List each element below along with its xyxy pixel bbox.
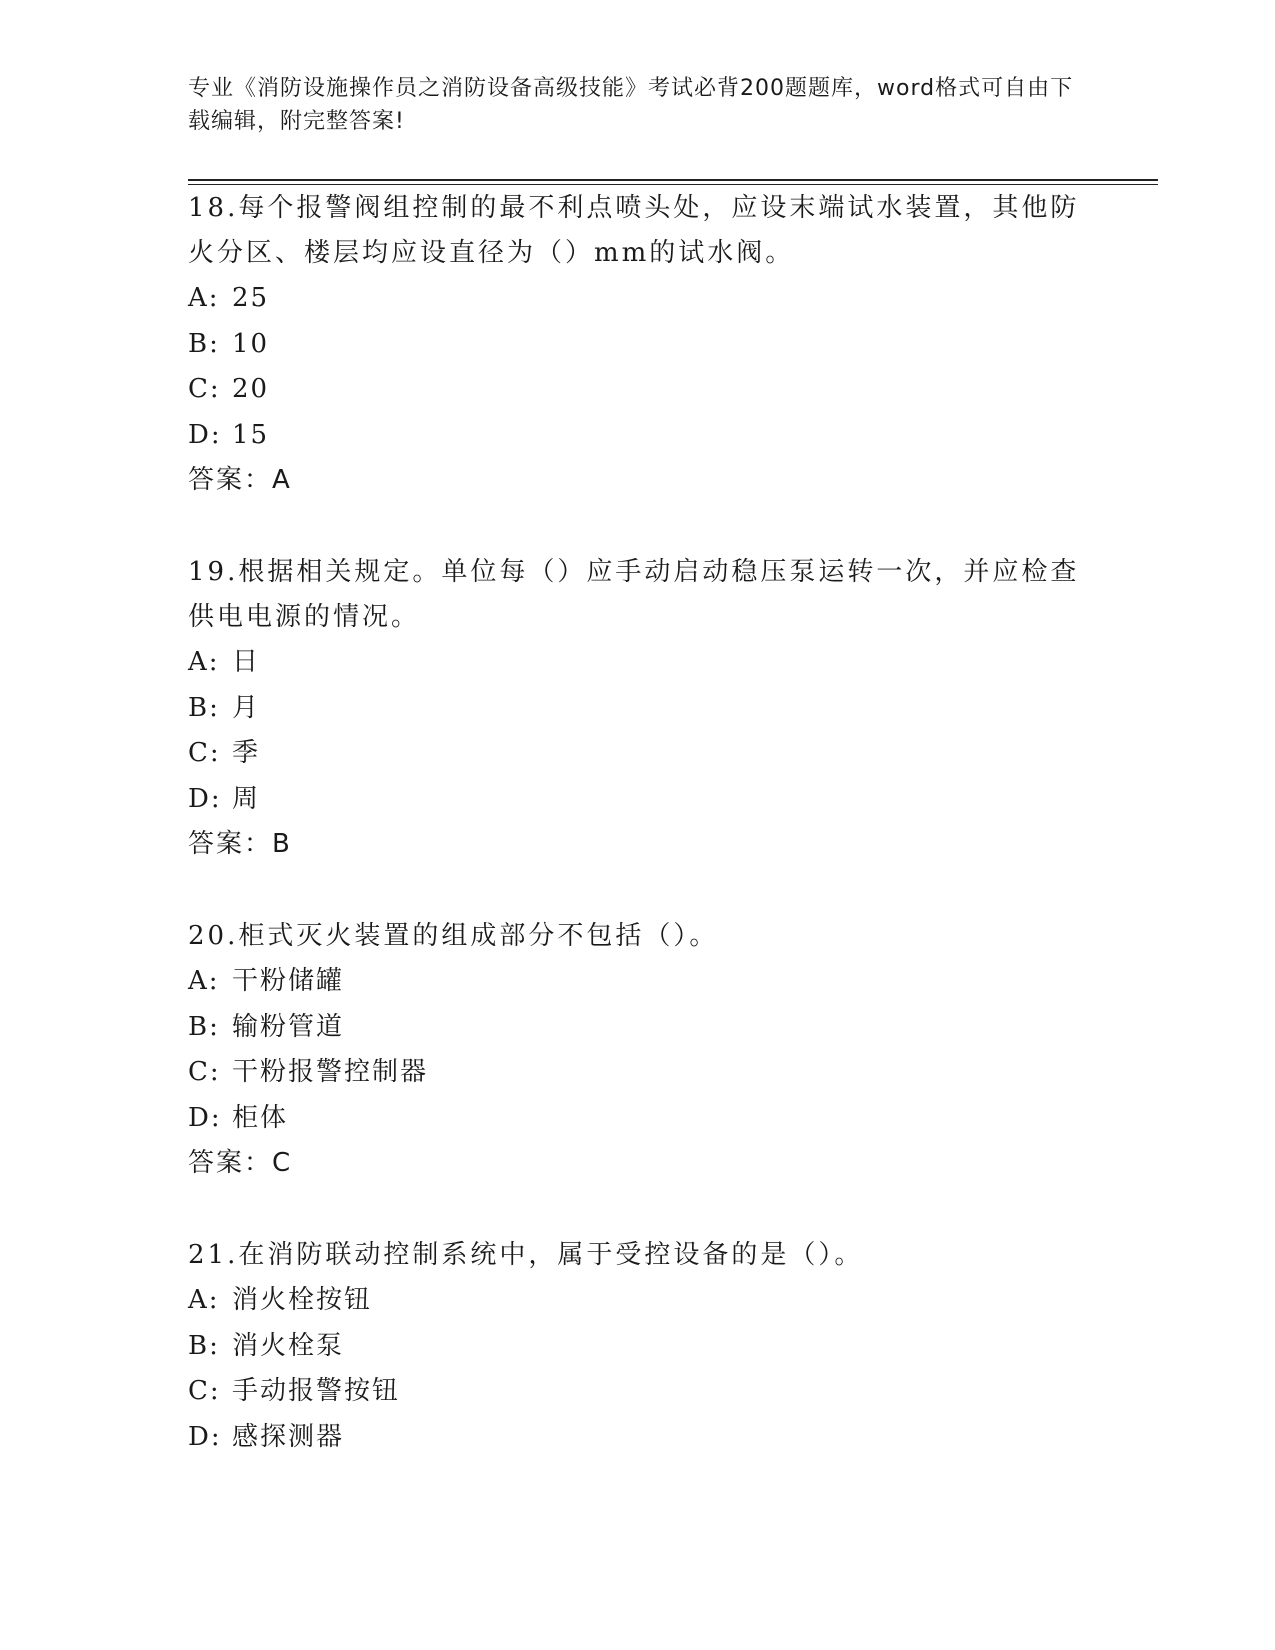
option-key: B:: [188, 1011, 220, 1042]
option-text: 消火栓泵: [232, 1330, 345, 1361]
option-text: 20: [232, 374, 270, 404]
answer: 答案：A: [188, 465, 292, 495]
question-stem: 18.每个报警阀组控制的最不利点喷头处，应设末端试水装置，其他防火分区、楼层均应设直径为（）mm的试水阀。: [188, 193, 1080, 268]
option-text: 月: [232, 692, 261, 723]
option-a: [188, 640, 1088, 686]
option-text: 25: [232, 283, 270, 313]
header-divider-thin: [188, 184, 1158, 185]
option-key: B:: [188, 1330, 220, 1361]
document-header: 专业《消防设施操作员之消防设备高级技能》考试必背200题题库，word格式可自由下载编辑，附完整答案!: [188, 76, 1074, 134]
header-divider-thick: [188, 179, 1158, 181]
option-d: [188, 1415, 1088, 1461]
question-20: [188, 914, 1088, 1186]
option-key: D:: [188, 419, 222, 450]
option-d: [188, 1096, 1088, 1142]
option-a: [188, 1278, 1088, 1324]
option-key: B:: [188, 692, 220, 723]
option-key: C:: [188, 374, 221, 404]
option-text: 干粉储罐: [232, 966, 345, 996]
option-key: D:: [188, 1421, 222, 1452]
option-c: [188, 731, 1088, 777]
option-a: [188, 959, 1088, 1005]
option-text: 日: [232, 647, 261, 677]
option-key: A:: [188, 1285, 220, 1315]
question-stem: 19.根据相关规定。单位每（）应手动启动稳压泵运转一次，并应检查供电电源的情况。: [188, 557, 1080, 632]
option-c: [188, 367, 1088, 413]
option-text: 季: [232, 738, 261, 768]
option-text: 干粉报警控制器: [232, 1057, 429, 1087]
option-text: 手动报警按钮: [232, 1376, 401, 1406]
option-text: 周: [232, 783, 261, 814]
option-text: 15: [232, 419, 270, 450]
option-key: D:: [188, 1102, 222, 1133]
option-c: [188, 1050, 1088, 1096]
answer: 答案：C: [188, 1148, 293, 1178]
question-19: [188, 550, 1088, 867]
option-b: [188, 1005, 1088, 1051]
option-key: A:: [188, 283, 220, 313]
option-b: [188, 322, 1088, 368]
option-d: [188, 777, 1088, 823]
option-key: C:: [188, 1057, 221, 1087]
option-text: 柜体: [232, 1102, 289, 1133]
option-text: 输粉管道: [232, 1011, 345, 1042]
option-b: [188, 1324, 1088, 1370]
option-text: 10: [232, 328, 270, 359]
option-text: 感探测器: [232, 1421, 345, 1452]
question-21: [188, 1233, 1088, 1460]
question-stem: 20.柜式灭火装置的组成部分不包括（）。: [188, 921, 719, 951]
option-a: [188, 276, 1088, 322]
question-18: [188, 186, 1088, 503]
option-key: C:: [188, 738, 221, 768]
option-c: [188, 1369, 1088, 1415]
option-b: [188, 686, 1088, 732]
question-stem: 21.在消防联动控制系统中，属于受控设备的是（）。: [188, 1240, 864, 1270]
option-d: [188, 413, 1088, 459]
answer: 答案：B: [188, 829, 292, 859]
option-key: C:: [188, 1376, 221, 1406]
option-key: A:: [188, 966, 220, 996]
option-key: B:: [188, 328, 220, 359]
option-key: D:: [188, 783, 222, 814]
option-text: 消火栓按钮: [232, 1285, 373, 1315]
option-key: A:: [188, 647, 220, 677]
